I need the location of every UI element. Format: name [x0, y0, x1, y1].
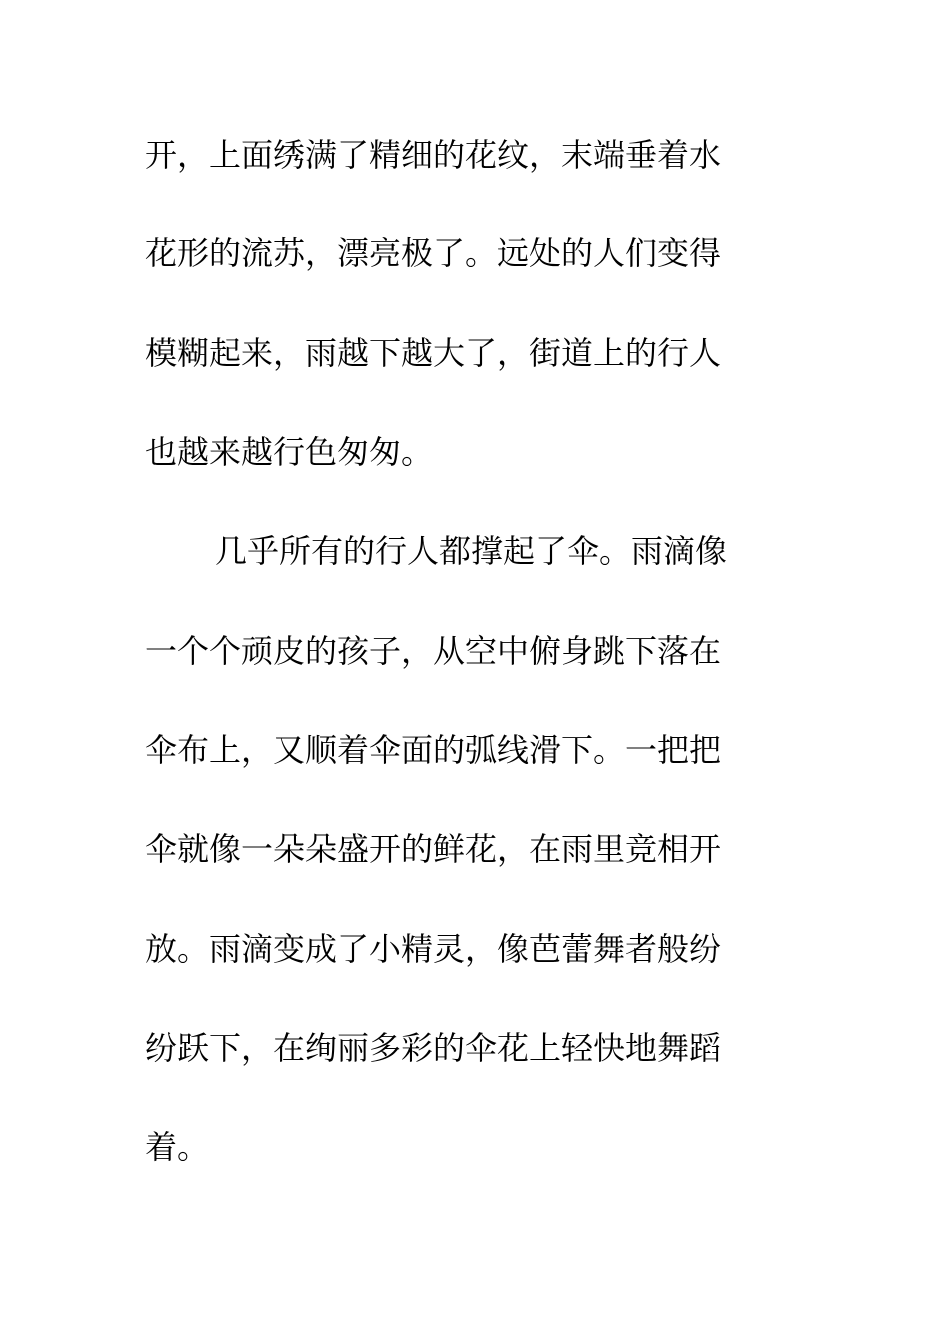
- text-line: 开，上面绣满了精细的花纹，末端垂着水: [145, 136, 722, 174]
- text-line: 模糊起来，雨越下越大了，街道上的行人: [145, 334, 722, 372]
- text-line: 一个个顽皮的孩子，从空中俯身跳下落在: [145, 632, 722, 670]
- text-line: 纷跃下，在绚丽多彩的伞花上轻快地舞蹈: [145, 1029, 722, 1067]
- text-line: 伞就像一朵朵盛开的鲜花，在雨里竞相开: [145, 830, 722, 868]
- paragraph-first-line: 几乎所有的行人都撑起了伞。雨滴像: [215, 532, 728, 570]
- text-line: 伞布上，又顺着伞面的弧线滑下。一把把: [145, 731, 722, 769]
- text-line: 放。雨滴变成了小精灵，像芭蕾舞者般纷: [145, 930, 722, 968]
- text-line: 花形的流苏，漂亮极了。远处的人们变得: [145, 234, 722, 272]
- text-line: 也越来越行色匆匆。: [145, 433, 434, 471]
- text-line: 着。: [145, 1128, 210, 1166]
